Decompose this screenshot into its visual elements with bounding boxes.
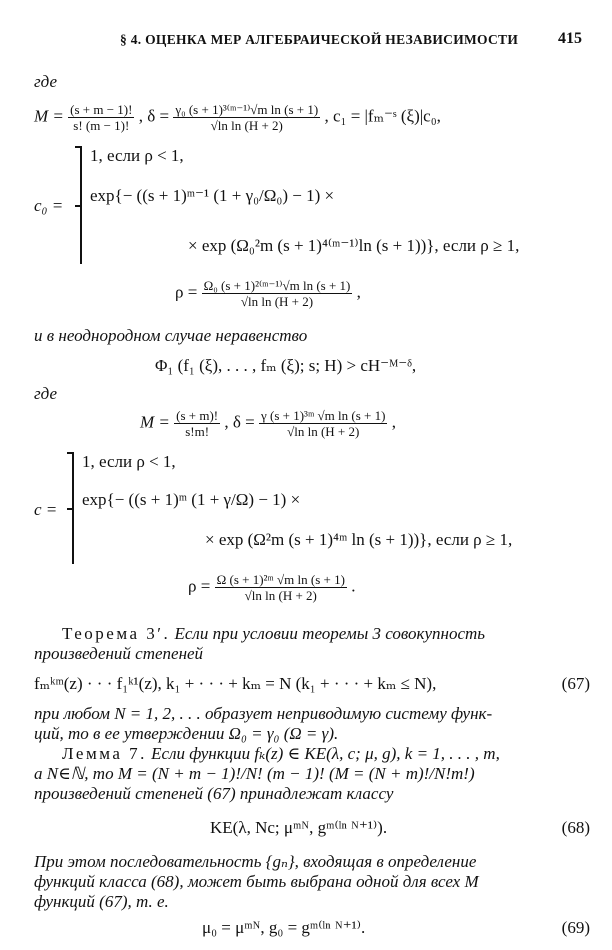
lemma-text-2: а N∈ℕ, то M = (N + m − 1)!/N! (m − 1)! (M = (N + m)!/N!m!)	[34, 764, 475, 783]
M-lhs: M =	[34, 106, 64, 126]
M-fraction	[68, 102, 134, 133]
lemma-text-1: Если функции fₖ(z) ∈ KE(λ, c; μ, g), k = 1, . . . , m,	[151, 744, 500, 763]
rho-denominator: √ln ln (H + 2)	[202, 293, 353, 309]
inequality-formula: Φ₁ (f₁ (ξ), . . . , fₘ (ξ); s; H) > cH⁻ᴹ⁻ᵟ,	[155, 356, 417, 375]
theorem-text-4: ций, то в ее утверждении Ω₀ = γ₀ (Ω = γ).	[34, 724, 339, 743]
equation-number-68: (68)	[561, 818, 590, 837]
closing-text-2: функций класса (68), может быть выбрана одной для всех M	[34, 872, 479, 891]
formula-68: KE(λ, Nc; μᵐᴺ, gᵐ⁽ˡⁿ ᴺ⁺¹⁾).	[210, 818, 388, 837]
c0-lhs: c₀ =	[34, 196, 64, 215]
rho-tail-2: .	[351, 576, 356, 596]
inhomogeneous-text: и в неоднородном случае неравенство	[34, 326, 308, 345]
theorem-text-2: произведений степеней	[34, 644, 204, 663]
formula-67: fₘᵏᵐ(z) · · · f₁ᵏ¹(z), k₁ + · · · + kₘ = N (k₁ + · · · + kₘ ≤ N),	[34, 674, 437, 693]
delta-lhs-2: , δ =	[224, 412, 255, 432]
where-label-1: где	[34, 72, 57, 91]
closing-text-1: При этом последовательность {gₙ}, входящая в определение	[34, 852, 477, 871]
c0-case-1: 1, если ρ < 1,	[90, 146, 184, 165]
rho-formula-1	[175, 278, 361, 309]
theorem-line-1	[62, 624, 485, 644]
rho-numerator-2: Ω (s + 1)²ᵐ √m ln (s + 1)	[216, 572, 345, 587]
theorem-text-3: при любом N = 1, 2, . . . образует неприводимую систему функ-	[34, 704, 493, 723]
theorem-label: Теорема 3′.	[62, 624, 171, 643]
cases-brace-1	[80, 146, 82, 264]
theorem-text-1: Если при условии теоремы 3 совокупность	[174, 624, 486, 643]
c0-case-2b: × exp (Ω₀²m (s + 1)⁴⁽ᵐ⁻¹⁾ln (s + 1))}, если ρ ≥ 1,	[188, 236, 520, 255]
c0-case-2a: exp{− ((s + 1)ᵐ⁻¹ (1 + γ₀/Ω₀) − 1) ×	[90, 186, 335, 205]
c1-definition: , c₁ = |fₘ⁻ˢ (ξ)|c₀,	[324, 106, 441, 126]
closing-text-3: функций (67), т. е.	[34, 892, 169, 911]
rho-tail: ,	[356, 282, 361, 302]
delta-lhs: , δ =	[138, 106, 170, 126]
delta-denominator-2: √ln ln (H + 2)	[259, 423, 387, 439]
delta-numerator-2: γ (s + 1)³ᵐ √m ln (s + 1)	[261, 408, 386, 423]
page-number: 415	[558, 30, 582, 47]
rho-denominator-2: √ln ln (H + 2)	[215, 587, 347, 603]
section-title: § 4. ОЦЕНКА МЕР АЛГЕБРАИЧЕСКОЙ НЕЗАВИСИМОСТИ	[120, 32, 519, 47]
c-lhs: c =	[34, 500, 58, 519]
running-header	[0, 32, 612, 52]
delta-tail-2: ,	[391, 412, 396, 432]
rho-formula-2	[188, 572, 355, 603]
M-numerator-2: (s + m)!	[176, 408, 219, 423]
lemma-line-1	[62, 744, 500, 764]
rho-lhs: ρ =	[175, 282, 198, 302]
formula-M-delta-1	[34, 102, 441, 133]
M-lhs-2: M =	[140, 412, 170, 432]
delta-denominator: √ln ln (H + 2)	[173, 117, 320, 133]
formula-M-delta-2	[140, 408, 396, 439]
c-case-2a: exp{− ((s + 1)ᵐ (1 + γ/Ω) − 1) ×	[82, 490, 301, 509]
equation-number-69: (69)	[561, 918, 590, 937]
lemma-label: Лемма 7.	[62, 744, 147, 763]
cases-brace-2	[72, 452, 74, 564]
M-numerator: (s + m − 1)!	[70, 102, 133, 117]
rho-fraction-2	[215, 572, 347, 603]
delta-fraction-2	[259, 408, 387, 439]
M-denominator: s! (m − 1)!	[68, 117, 134, 133]
M-fraction-2	[174, 408, 220, 439]
c-case-1: 1, если ρ < 1,	[82, 452, 176, 471]
equation-number-67: (67)	[561, 674, 590, 693]
M-denominator-2: s!m!	[174, 423, 220, 439]
delta-fraction	[173, 102, 320, 133]
lemma-text-3: произведений степеней (67) принадлежат классу	[34, 784, 394, 803]
delta-numerator: γ₀ (s + 1)³⁽ᵐ⁻¹⁾√m ln (s + 1)	[175, 102, 319, 117]
c-case-2b: × exp (Ω²m (s + 1)⁴ᵐ ln (s + 1))}, если ρ ≥ 1,	[205, 530, 513, 549]
where-label-2: где	[34, 384, 57, 403]
rho-lhs-2: ρ =	[188, 576, 211, 596]
rho-fraction	[202, 278, 353, 309]
formula-69: μ₀ = μᵐᴺ, g₀ = gᵐ⁽ˡⁿ ᴺ⁺¹⁾.	[202, 918, 366, 937]
rho-numerator: Ω₀ (s + 1)²⁽ᵐ⁻¹⁾√m ln (s + 1)	[203, 278, 351, 293]
